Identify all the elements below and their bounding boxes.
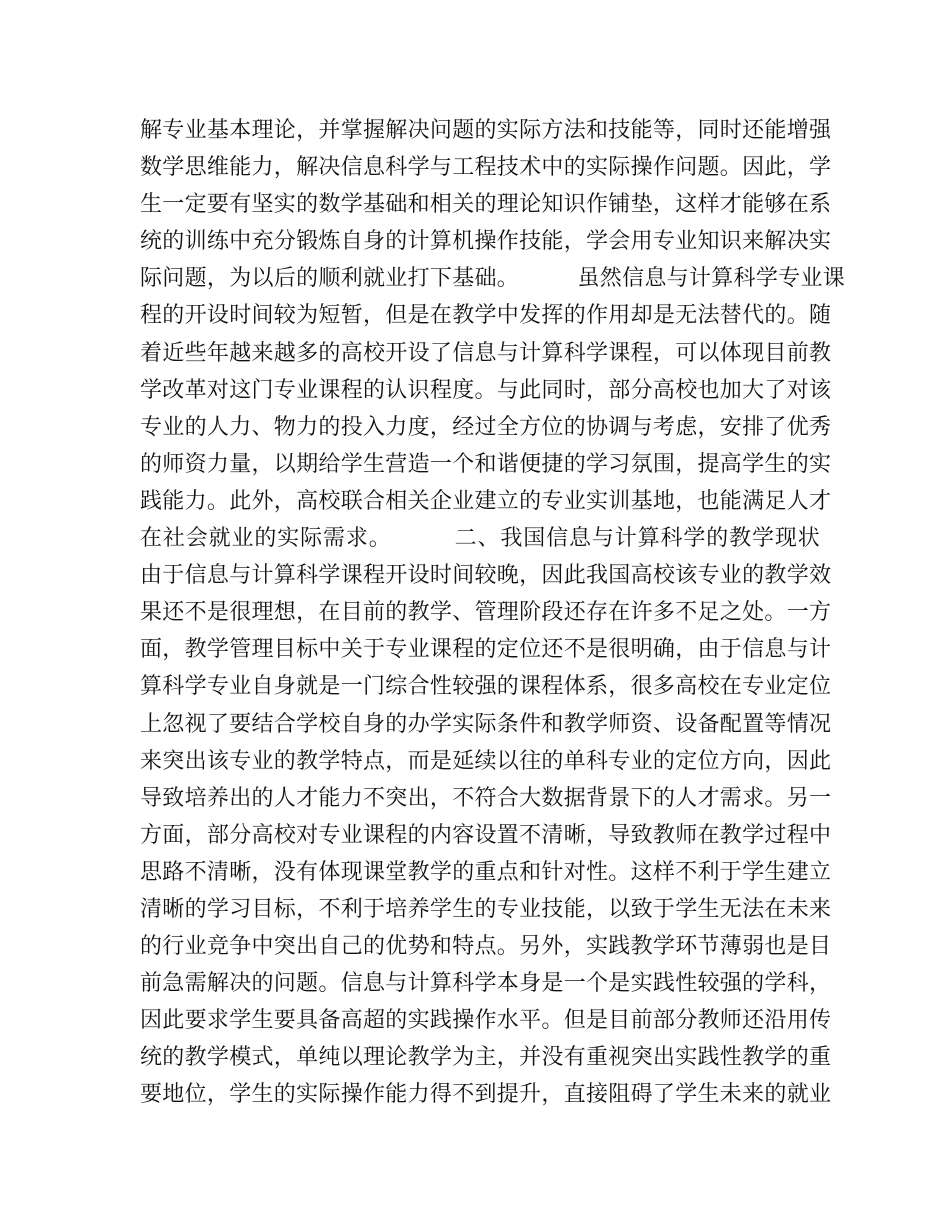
text-line: 专业的人力、物力的投入力度，经过全方位的协调与考虑，安排了优秀 <box>140 414 832 440</box>
text-line: 程的开设时间较为短暂，但是在教学中发挥的作用却是无法替代的。随 <box>140 303 832 329</box>
text-line: 清晰的学习目标，不利于培养学生的专业技能，以致于学生无法在未来 <box>140 896 832 922</box>
text-line: 要地位，学生的实际操作能力得不到提升，直接阻碍了学生未来的就业 <box>140 1082 832 1108</box>
body-text <box>140 112 846 1114</box>
text-line: 生一定要有坚实的数学基础和相关的理论知识作铺垫，这样才能够在系 <box>140 192 832 218</box>
text-line: 上忽视了要结合学校自身的办学实际条件和教学师资、设备配置等情况 <box>140 711 832 737</box>
text-line: 统的教学模式，单纯以理论教学为主，并没有重视突出实践性教学的重 <box>140 1045 832 1071</box>
text-line: 方面，部分高校对专业课程的内容设置不清晰，导致教师在教学过程中 <box>140 822 832 848</box>
text-line: 思路不清晰，没有体现课堂教学的重点和针对性。这样不利于学生建立 <box>140 859 832 885</box>
text-line: 的师资力量，以期给学生营造一个和谐便捷的学习氛围，提高学生的实 <box>140 451 832 477</box>
text-line: 在社会就业的实际需求。 二、我国信息与计算科学的教学现状 <box>140 526 820 552</box>
text-line: 面，教学管理目标中关于专业课程的定位还不是很明确，由于信息与计 <box>140 637 832 663</box>
text-line: 着近些年越来越多的高校开设了信息与计算科学课程，可以体现目前教 <box>140 340 832 366</box>
text-line: 前急需解决的问题。信息与计算科学本身是一个是实践性较强的学科， <box>140 971 832 997</box>
text-line: 的行业竞争中突出自己的优势和特点。另外，实践教学环节薄弱也是目 <box>140 934 832 960</box>
text-line: 际问题，为以后的顺利就业打下基础。 虽然信息与计算科学专业课 <box>140 266 846 292</box>
text-line: 来突出该专业的教学特点，而是延续以往的单科专业的定位方向，因此 <box>140 748 832 774</box>
text-line: 数学思维能力，解决信息科学与工程技术中的实际操作问题。因此，学 <box>140 155 832 181</box>
text-line: 学改革对这门专业课程的认识程度。与此同时，部分高校也加大了对该 <box>140 377 832 403</box>
text-line: 果还不是很理想，在目前的教学、管理阶段还存在许多不足之处。一方 <box>140 600 832 626</box>
text-line: 解专业基本理论，并掌握解决问题的实际方法和技能等，同时还能增强 <box>140 118 832 143</box>
text-line: 由于信息与计算科学课程开设时间较晚，因此我国高校该专业的教学效 <box>140 563 832 589</box>
text-line: 统的训练中充分锻炼自身的计算机操作技能，学会用专业知识来解决实 <box>140 229 832 255</box>
text-line: 导致培养出的人才能力不突出，不符合大数据背景下的人才需求。另一 <box>140 785 832 811</box>
text-line: 因此要求学生要具备高超的实践操作水平。但是目前部分教师还沿用传 <box>140 1008 832 1034</box>
text-line: 践能力。此外，高校联合相关企业建立的专业实训基地，也能满足人才 <box>140 488 832 514</box>
text-line: 算科学专业自身就是一门综合性较强的课程体系，很多高校在专业定位 <box>140 674 832 700</box>
